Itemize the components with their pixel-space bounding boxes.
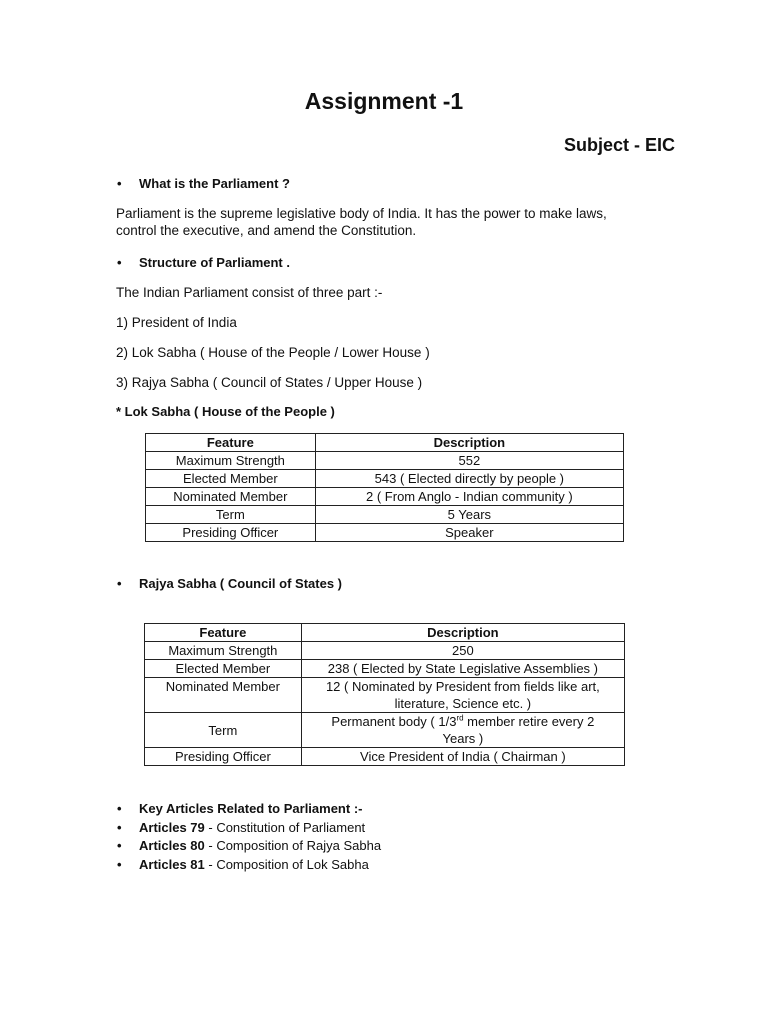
table-cell: Nominated Member [146,488,316,506]
table-row [146,506,624,524]
column-header: Feature [145,624,302,642]
list-item [117,837,381,856]
answer-line-2: control the executive, and amend the Constitution. [116,223,417,238]
article-label: Articles 79 [139,819,205,835]
heading-text: What is the Parliament ? [139,176,290,191]
article-text: - Composition of Rajya Sabha [204,838,382,853]
article-label: Articles 81 [139,856,205,872]
cell-line: Years ) [442,731,484,746]
bullet-icon: • [117,819,122,835]
subject-heading: Subject - EIC [563,135,675,155]
page-title: Assignment -1 [304,88,464,114]
column-header: Description [301,624,624,642]
table-row [146,488,624,506]
lok-sabha-table [145,433,624,542]
superscript: rd [456,713,464,723]
list-item [117,856,381,875]
table-cell: Term [146,506,316,524]
bullet-icon: • [117,255,122,270]
table-row [145,678,625,713]
bullet-heading-structure [117,255,290,270]
structure-part: 3) Rajya Sabha ( Council of States / Upper House ) [116,375,423,390]
column-header: Feature [146,434,316,452]
table-cell: Elected Member [145,660,302,678]
table-cell: 238 ( Elected by State Legislative Assemblies ) [301,660,624,678]
cell-line: Permanent body ( 1/3 [331,714,457,729]
article-text: - Composition of Lok Sabha [204,856,369,872]
table-row [145,748,625,766]
table-cell: Maximum Strength [145,642,302,660]
table-cell: 552 [315,452,623,470]
rajya-sabha-table [144,623,625,766]
heading-text: Structure of Parliament . [139,255,290,270]
article-label: Articles 80 [139,838,205,853]
lok-sabha-heading: * Lok Sabha ( House of the People ) [116,404,335,419]
article-text: - Constitution of Parliament [204,819,366,835]
bullet-heading-rajya-sabha [117,576,342,591]
bullet-heading-parliament [117,176,290,191]
table-cell: Presiding Officer [145,748,302,766]
table-cell: 2 ( From Anglo - Indian community ) [315,488,623,506]
table-cell: 543 ( Elected directly by people ) [315,470,623,488]
structure-intro: The Indian Parliament consist of three part :- [116,285,383,300]
table-row [146,470,624,488]
table-row [146,524,624,542]
answer-line-1: Parliament is the supreme legislative body of India. It has the power to make laws, [116,206,607,221]
cell-line: 12 ( Nominated by President from fields like art, [325,679,600,694]
structure-part: 2) Lok Sabha ( House of the People / Lower House ) [116,345,430,360]
bullet-icon: • [117,801,122,816]
table-row [146,452,624,470]
table-cell: Term [145,713,302,748]
structure-part: 1) President of India [116,315,237,330]
table-header-row [146,434,624,452]
articles-heading: Key Articles Related to Parliament :- [139,801,363,816]
table-cell: Nominated Member [145,678,302,713]
table-cell [301,678,624,713]
table-cell: Speaker [315,524,623,542]
heading-text: Rajya Sabha ( Council of States ) [139,576,342,591]
table-row [145,642,625,660]
list-item [117,800,381,819]
bullet-icon: • [117,838,122,853]
column-header: Description [315,434,623,452]
cell-line: member retire every 2 [463,714,595,729]
table-cell: Presiding Officer [146,524,316,542]
bullet-icon: • [117,176,122,191]
table-cell: Maximum Strength [146,452,316,470]
table-header-row [145,624,625,642]
table-cell: Vice President of India ( Chairman ) [301,748,624,766]
table-row [145,713,625,748]
list-item [117,819,381,838]
bullet-icon: • [117,856,122,872]
bullet-icon: • [117,576,122,591]
articles-list [117,800,381,874]
table-row [145,660,625,678]
cell-line: literature, Science etc. ) [394,696,532,711]
table-cell: Elected Member [146,470,316,488]
table-cell: 250 [301,642,624,660]
table-cell: 5 Years [315,506,623,524]
table-cell [301,713,624,748]
